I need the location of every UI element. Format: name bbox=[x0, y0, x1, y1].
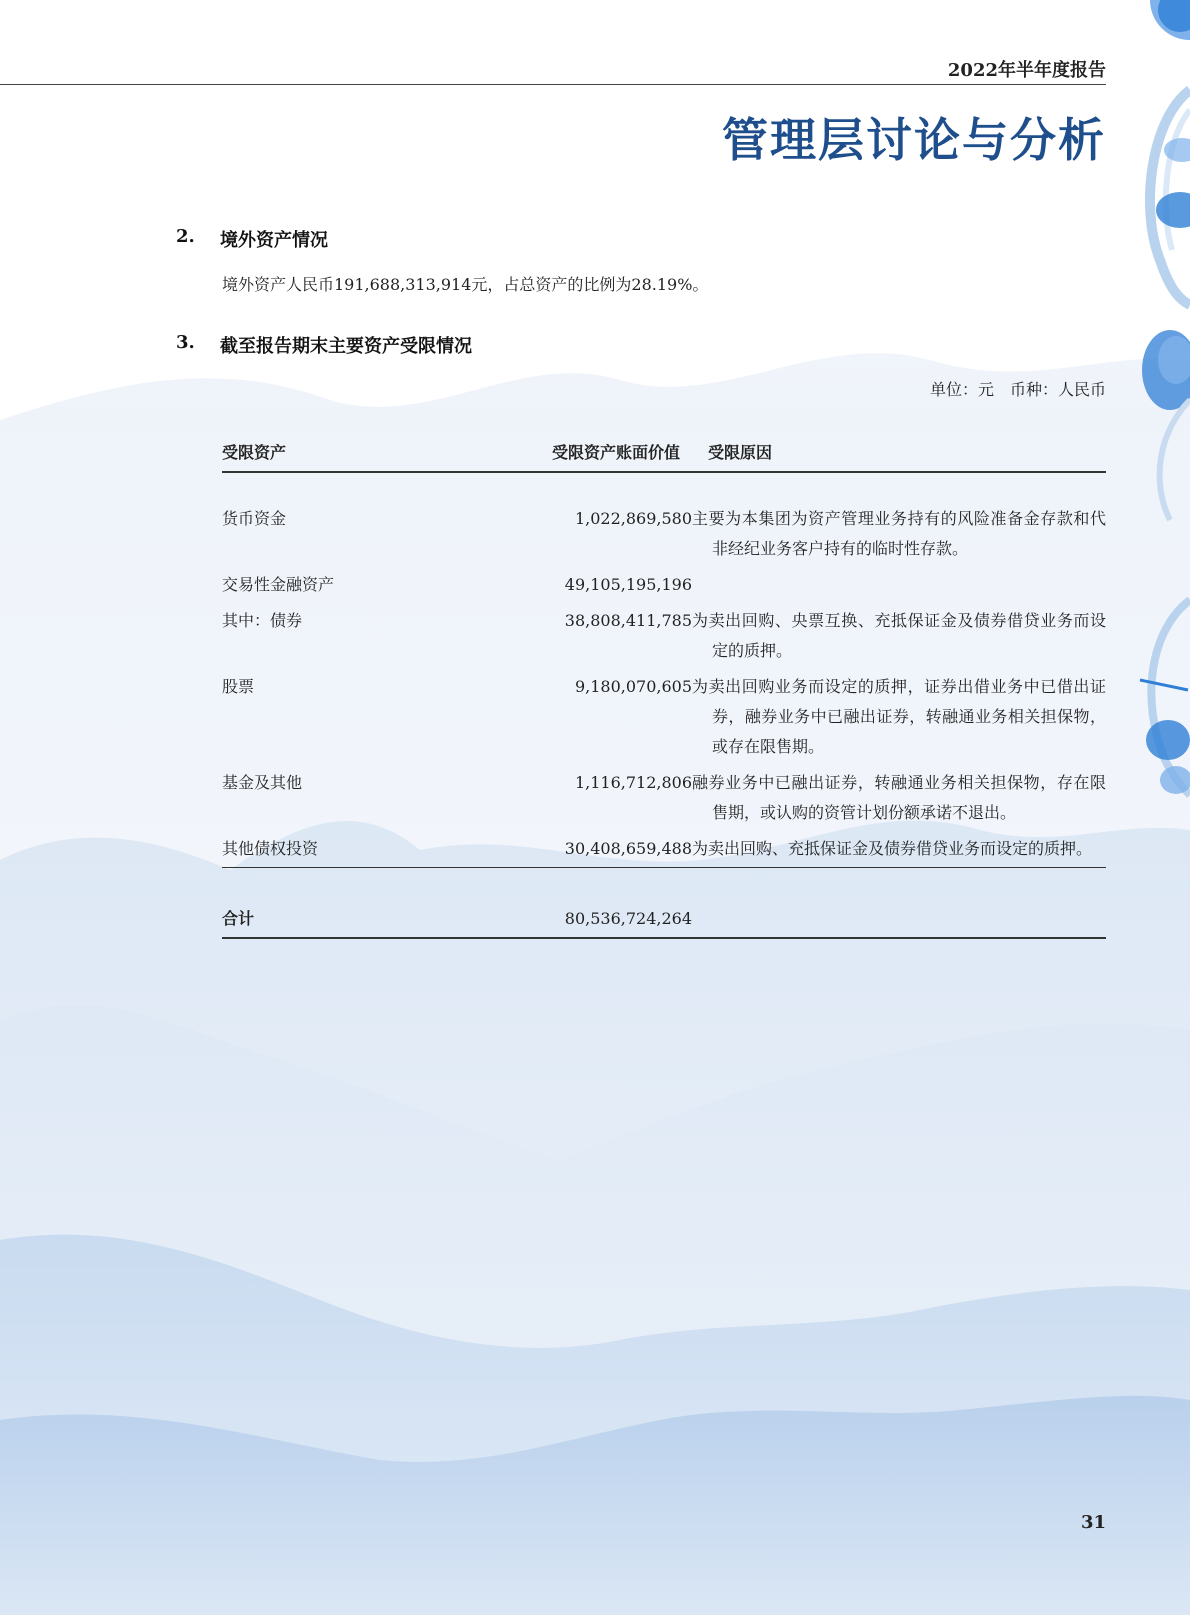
row-value: 1,022,869,580 bbox=[574, 509, 692, 528]
restricted-assets-table bbox=[222, 436, 1106, 939]
table-row bbox=[222, 567, 1106, 603]
table-row bbox=[222, 501, 1106, 567]
table-row bbox=[222, 831, 1106, 868]
table-total-row bbox=[222, 868, 1106, 939]
row-asset: 其他债权投资 bbox=[222, 831, 480, 868]
row-reason: 为卖出回购、充抵保证金及债券借贷业务而设定的质押。 bbox=[692, 839, 1093, 858]
unit-currency-note: 单位：元 币种：人民币 bbox=[929, 380, 1106, 399]
row-reason: 主要为本集团为资产管理业务持有的风险准备金存款和代非经纪业务客户持有的临时性存款。 bbox=[692, 509, 1106, 558]
header-rule bbox=[0, 84, 1106, 85]
row-asset: 股票 bbox=[222, 677, 255, 696]
header-value: 受限资产账面价值 bbox=[480, 436, 692, 472]
table-header-row bbox=[222, 436, 1106, 472]
chapter-title: 管理层讨论与分析 bbox=[722, 113, 1106, 167]
table-row bbox=[222, 669, 1106, 765]
total-value: 80,536,724,264 bbox=[480, 868, 692, 939]
row-value: 49,105,195,196 bbox=[564, 575, 692, 594]
section-3-heading bbox=[176, 332, 472, 358]
overseas-assets-text: 境外资产人民币191,688,313,914元，占总资产的比例为28.19%。 bbox=[222, 275, 709, 294]
row-asset: 交易性金融资产 bbox=[222, 575, 335, 594]
header-asset: 受限资产 bbox=[222, 436, 480, 472]
row-reason: 融券业务中已融出证券，转融通业务相关担保物，存在限售期，或认购的资管计划份额承诺不退出。 bbox=[692, 773, 1106, 822]
table-row bbox=[222, 765, 1106, 831]
row-asset: 其中：债券 bbox=[222, 611, 303, 630]
section-3-title: 截至报告期末主要资产受限情况 bbox=[220, 336, 472, 357]
row-value: 30,408,659,488 bbox=[480, 831, 692, 868]
section-2-heading bbox=[176, 226, 328, 252]
total-label: 合计 bbox=[222, 868, 480, 939]
row-asset: 基金及其他 bbox=[222, 773, 303, 792]
section-2-number: 2. bbox=[176, 226, 195, 247]
page-number: 31 bbox=[1080, 1512, 1106, 1533]
row-reason: 为卖出回购业务而设定的质押，证券出借业务中已借出证券，融券业务中已融出证券，转融通业务相关担保物，或存在限售期。 bbox=[692, 677, 1106, 756]
row-value: 38,808,411,785 bbox=[564, 611, 692, 630]
report-title: 2022年半年度报告 bbox=[947, 60, 1106, 81]
row-reason: 为卖出回购、央票互换、充抵保证金及债券借贷业务而设定的质押。 bbox=[692, 611, 1106, 660]
row-value: 9,180,070,605 bbox=[574, 677, 692, 696]
section-2-title: 境外资产情况 bbox=[220, 230, 328, 251]
section-3-number: 3. bbox=[176, 332, 195, 353]
row-value: 1,116,712,806 bbox=[574, 773, 692, 792]
table-row bbox=[222, 603, 1106, 669]
table-spacer bbox=[222, 472, 1106, 501]
header-reason: 受限原因 bbox=[692, 436, 1106, 472]
row-asset: 货币资金 bbox=[222, 509, 287, 528]
